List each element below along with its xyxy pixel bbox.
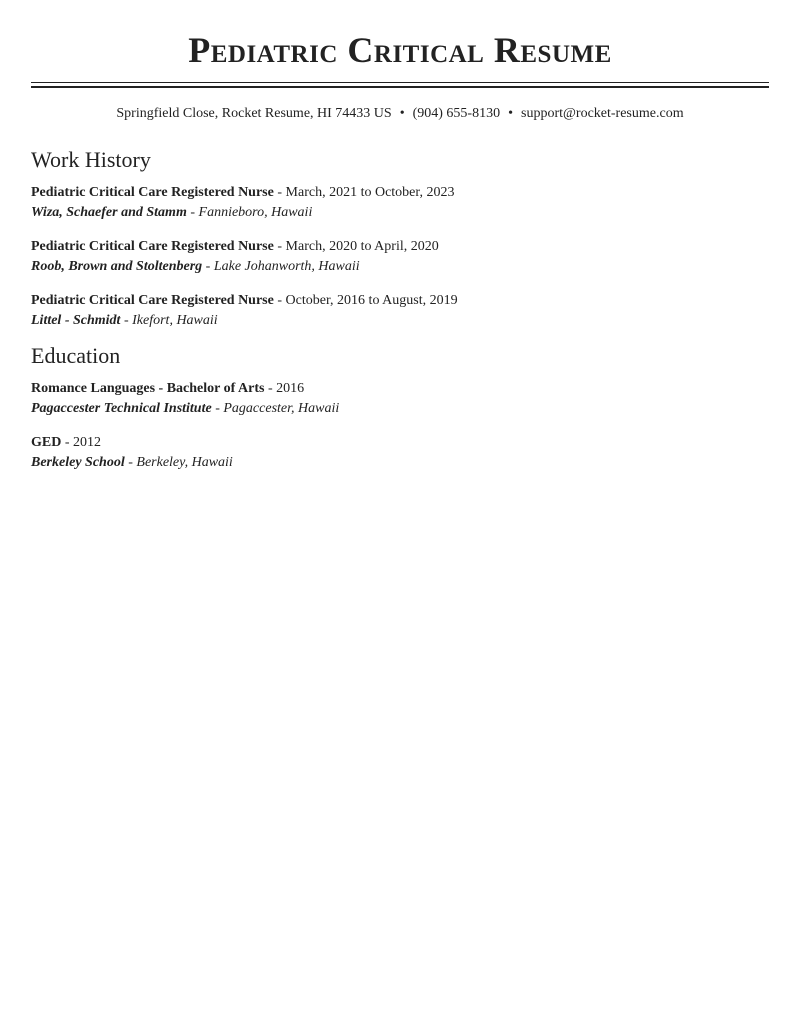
school-name: Pagaccester Technical Institute <box>31 401 212 416</box>
title-divider-thick <box>31 86 769 88</box>
school-location: Berkeley, Hawaii <box>136 455 233 470</box>
degree-year: 2012 <box>73 435 102 450</box>
job-title: Pediatric Critical Care Registered Nurse <box>31 185 274 200</box>
contact-separator: • <box>399 106 405 121</box>
work-entry: Pediatric Critical Care Registered Nurse - March, 2021 to October, 2023 Wiza, Schaefer and Stamm - Fannieboro, Hawaii <box>31 185 455 220</box>
contact-phone: (904) 655-8130 <box>412 106 501 121</box>
company-name: Littel - Schmidt <box>31 313 121 328</box>
title-divider-thin <box>31 82 769 83</box>
education-heading: Education <box>31 343 121 368</box>
company-location: Fannieboro, Hawaii <box>198 205 313 220</box>
company-name: Roob, Brown and Stoltenberg <box>31 259 203 274</box>
resume-title: Pediatric Critical Resume <box>188 30 612 70</box>
contact-address: Springfield Close, Rocket Resume, HI 74433 US <box>116 106 392 121</box>
work-history-heading: Work History <box>31 147 151 172</box>
work-entry: Pediatric Critical Care Registered Nurse - October, 2016 to August, 2019 Littel - Schmidt - Ikefort, Hawaii <box>31 293 458 328</box>
job-dates: March, 2020 to April, 2020 <box>285 239 439 254</box>
company-name: Wiza, Schaefer and Stamm <box>31 205 187 220</box>
school-name: Berkeley School <box>31 455 125 470</box>
school-location: Pagaccester, Hawaii <box>223 401 340 416</box>
work-entry: Pediatric Critical Care Registered Nurse - March, 2020 to April, 2020 Roob, Brown and Stoltenberg - Lake Johanworth, Hawaii <box>31 239 439 274</box>
contact-separator: • <box>508 106 514 121</box>
education-entry: Romance Languages - Bachelor of Arts - 2016 Pagaccester Technical Institute - Pagaccester, Hawaii <box>31 381 340 416</box>
contact-email: support@rocket-resume.com <box>521 106 684 121</box>
company-location: Lake Johanworth, Hawaii <box>213 259 360 274</box>
degree-name: Romance Languages - Bachelor of Arts <box>31 381 265 396</box>
job-title: Pediatric Critical Care Registered Nurse <box>31 293 274 308</box>
job-dates: March, 2021 to October, 2023 <box>285 185 455 200</box>
degree-name: GED <box>31 435 62 450</box>
education-entry: GED - 2012 Berkeley School - Berkeley, Hawaii <box>31 435 233 470</box>
job-dates: October, 2016 to August, 2019 <box>285 293 458 308</box>
contact-line <box>31 105 769 123</box>
degree-year: 2016 <box>276 381 305 396</box>
job-title: Pediatric Critical Care Registered Nurse <box>31 239 274 254</box>
company-location: Ikefort, Hawaii <box>132 313 218 328</box>
